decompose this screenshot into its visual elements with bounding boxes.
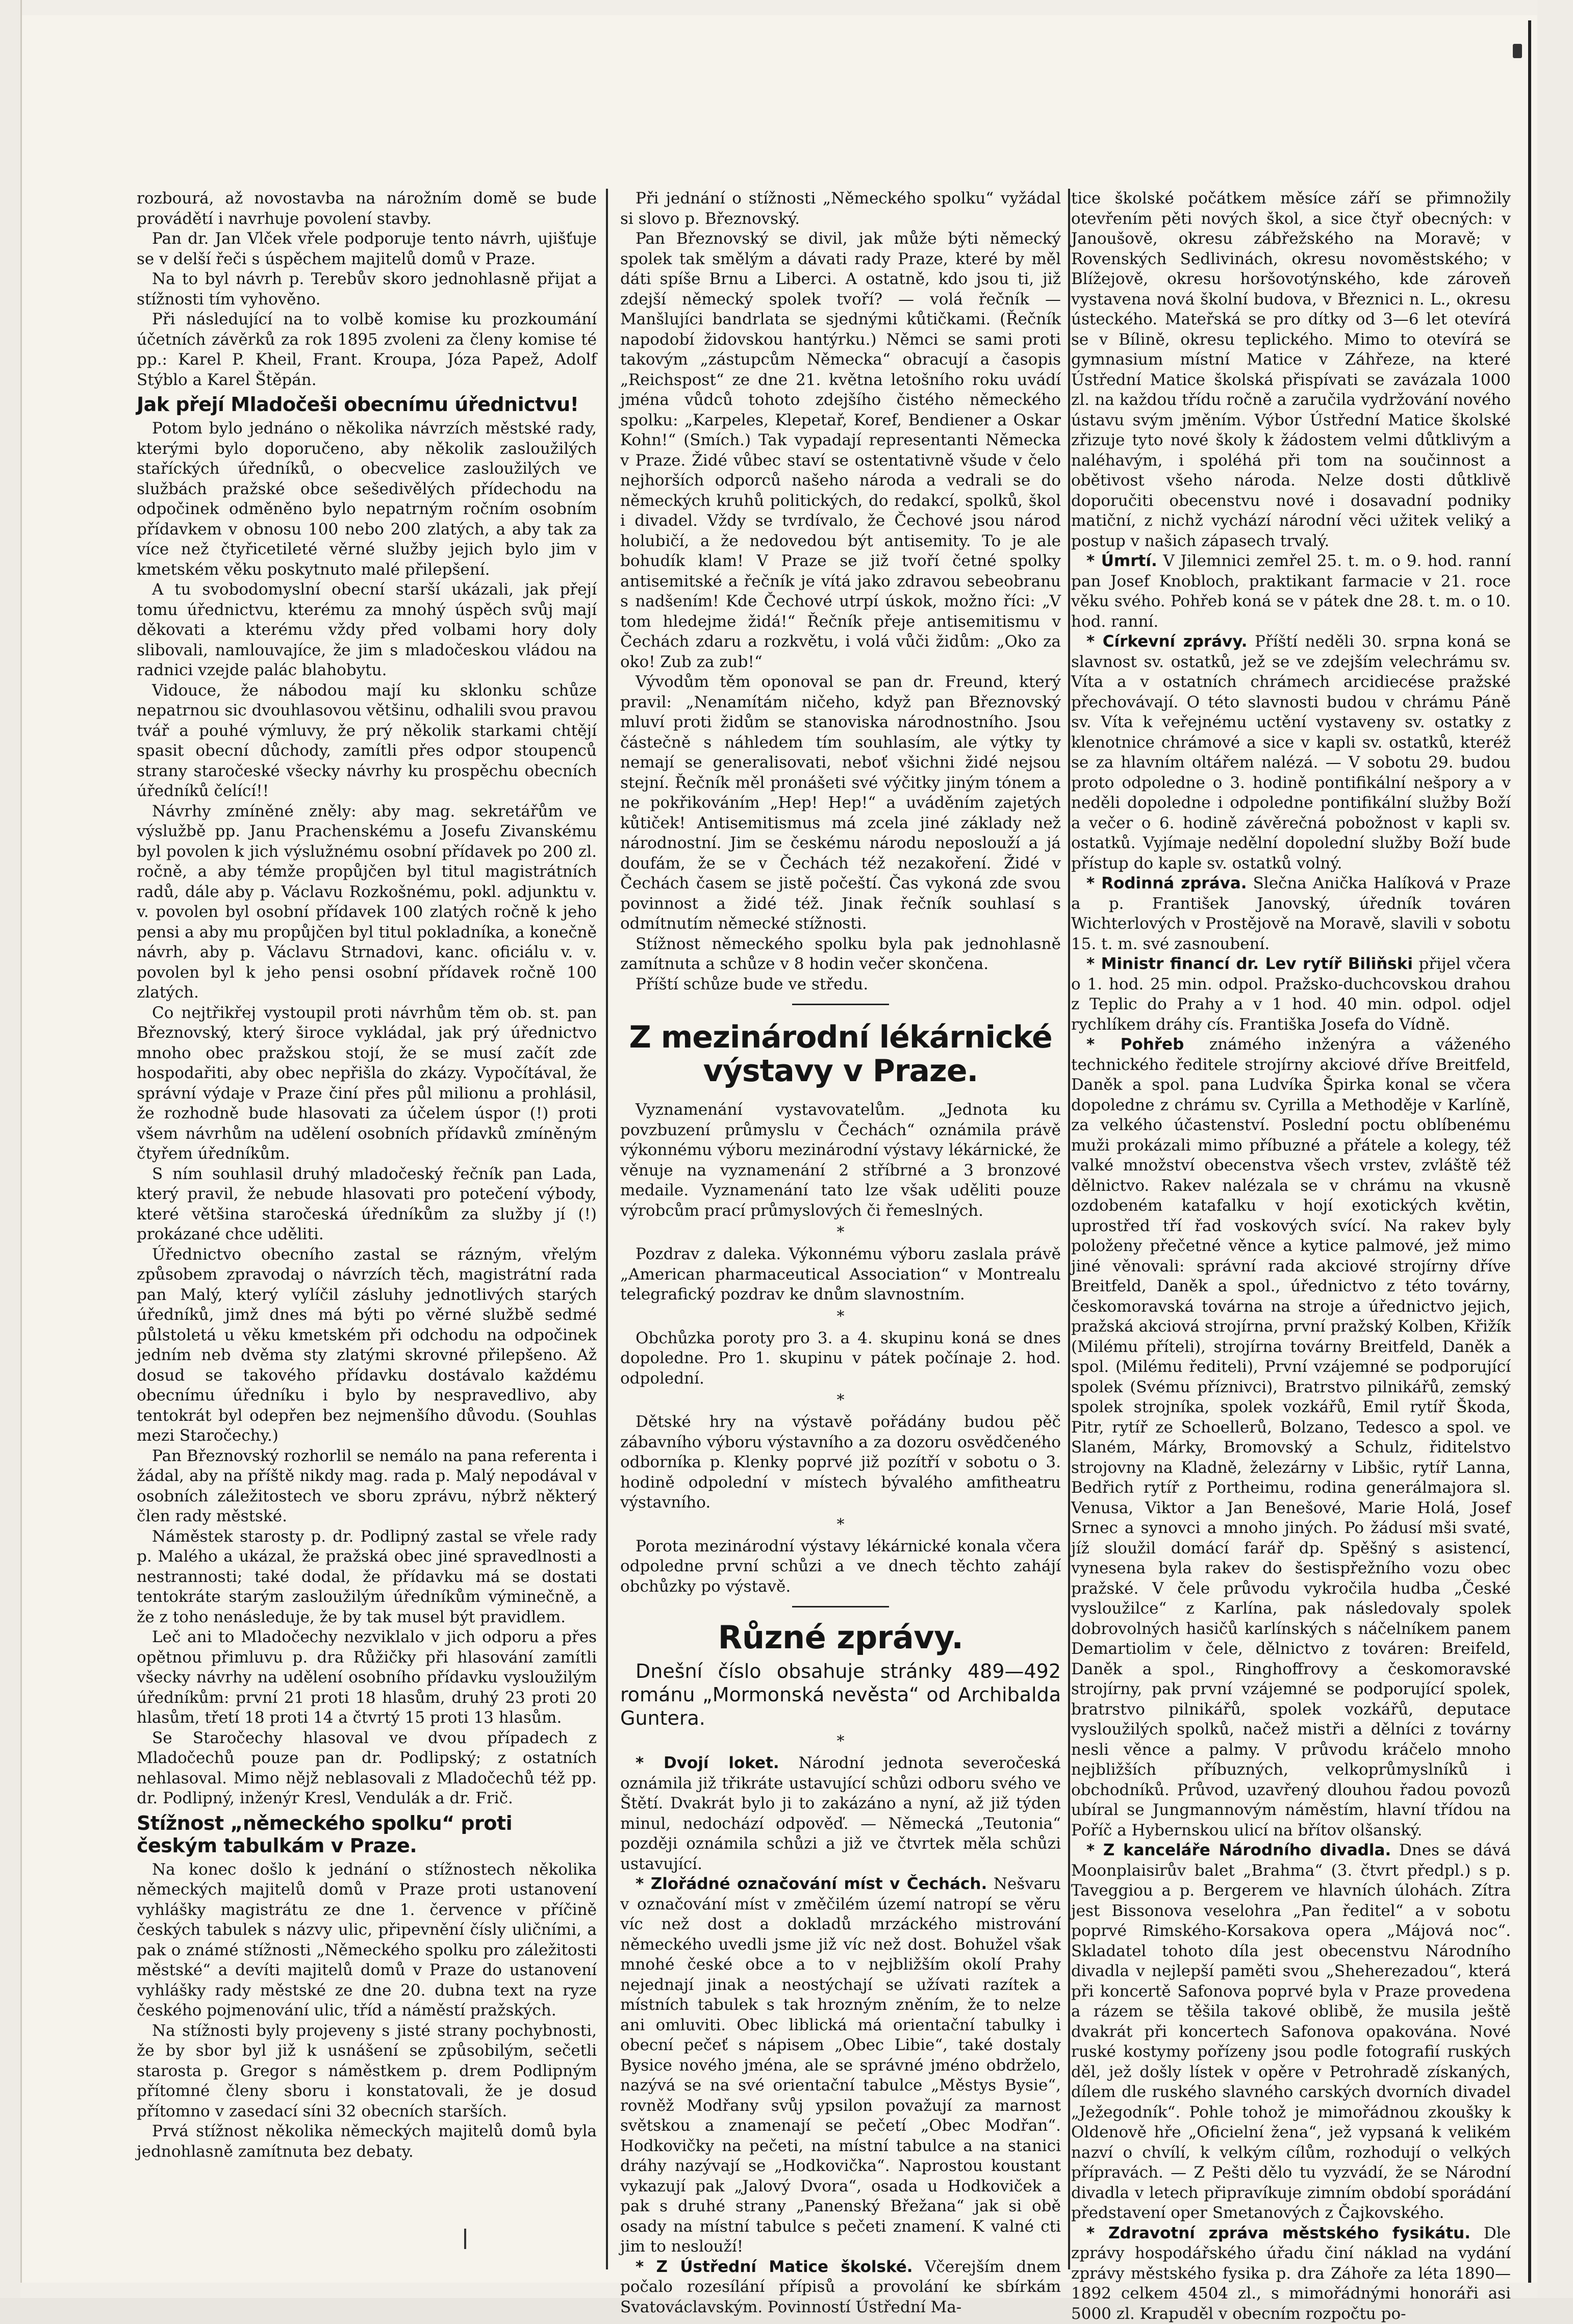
news-item — [1071, 1841, 1511, 2224]
news-item-text: známého inženýra a váženého technického ředitele strojírny akciové dříve Breitfeld, Daněk a spol. pana Ludvíka Špirka konal se včera dopoledne z chrámu sv. Cyrilla a Methoděje v Karlíně, za velkého účastenství. Poslední poctu oblíbenému muži prokázali mimo příbuzné a přátele a kolegy, též valké množství obecenstva všech vrstev, zvláště též dělnictvo. Rakev nalézala se v chrámu na vkusně ozdobeném katafalku v hojí exotických květin, uprostřed tří řad voskových svící. Na rakev byly položeny přečetné věnce a kytice palmové, jež mimo jiné věnovali: správní rada akciové strojírny dříve Breitfeld, Daněk a spol., úřednictvo z této továrny, českomoravská továrna na stroje a úřednictvo jejich, pražská akciová strojírna, první pražský Kolben, Křižík (Milému příteli), strojírna továrny Breitfeld, Daněk a spol. (Milému řediteli), První vzájemné se podporující spolek (Svému příznivci), Bratrstvo pilnikářů, zemský spolek strojníka, spolek vozkářů, Emil rytíř Škoda, Pitr, rytíř ze Schoellerů, Bolzano, Tedesco a spol. ve Slaném, Márky, Bromovský a Schulz, řiditelstvo strojovny na Kladně, železárny v Libšic, rytíř Lanna, Bedřich rytíř z Portheimu, rodina generálmajora sl. Venusa, Viktor a Jan Benešové, Marie Holá, Josef Srnec a synovci a mnoho jiných. Po žádusí mši svaté, jíž sloužil domácí farář dp. Spěšný s asistencí, vynesena byla rakev do šestispřežního vozu obec pražské. V čele průvodu vykročila hudba „České vysloužilce“ z Karlína, pak následovaly spolek dobrovolných hasičů karlínských s náčelníkem panem Demartiolim v čele, dělnictvo z továren: Breifeld, Daněk a spol., Ringhoffrovy a českomoravské strojírny, pak první vzájemné se podporující spolek, bratrstvo pilnikářů, spolek vozkářů, deputace vysloužilých spolků, načež mistři a dělníci z továrny nesli věnce a palmy. V průvodu kráčelo mnoho nejbližších příbuzných, velkoprůmyslníků i obchodníků. Průvod, uzavřený dlouhou řadou povozů ubíral se Jungmannovým náměstím, hlavní třídou na Poříč a Hybernskou ulicí na břítov olšanský. — [1071, 1035, 1511, 1840]
scan-margin-right — [1537, 0, 1573, 2298]
news-item-title: * Ministr financí dr. Lev rytíř Biliňski — [1086, 955, 1413, 973]
column-3 — [1071, 189, 1511, 2280]
news-item-text: Dle zprávy hospodářského úřadu činí náklad na vydání zprávy městského fysika p. dra Záhoře za léta 1890—1892 celkem 4504 zl., s mimořádnými honoráři asi 5000 zl. Krapuděl v obecním rozpočtu po- — [1071, 2224, 1511, 2323]
article-paragraph: S ním souhlasil druhý mladočeský řečník pan Lada, který pravil, že nebude hlasovati pro potečení výbody, které většina staročeská úředníkům za služby jí (!) prokázané chce uděliti. — [137, 1164, 597, 1245]
separator-star: * — [620, 1224, 1061, 1241]
article-paragraph: tice školské počátkem měsíce září se přimnožily otevřením pěti nových škol, a sice čtyř obecných: v Janoušově, okresu zábřežského na Moravě; v Rovenských Sedlivinách, okresu novoměstského; v Blížejově, okresu horšovotýnského, kde zároveň vystavena nová školní budova, v Březnici n. L., okresu ústeckého. Mateřská se pro dítky od 3—6 let otevírá se v Bílině, okresu teplického. Mimo to otevírá se gymnasium místní Matice v Záhřeze, na které Ústřední Matice školská přispívati se zavázala 1000 zl. na každou třídu ročně a zaručila vydržování nového ústavu svým jměním. Výbor Ústřední Matice školské zřizuje tyto nové školy k žádostem velmi důtklivým a naléhavým, i spoléhá při tom na součinnost a obětivost všeho národa. Nelze dosti důtklivě doporučiti obecenstvu nové i dosavadní podniky matiční, z nichž vychází národní věci užitek veliký a postup v našich zápasech trvalý. — [1071, 189, 1511, 551]
separator-star: * — [620, 1516, 1061, 1534]
news-item-title: * Dvojí loket. — [636, 1754, 779, 1772]
headline-lekarnicka-vystava: Z mezinárodní lékárnické výstavy v Praze. — [620, 1020, 1061, 1088]
article-paragraph: Dětské hry na výstavě pořádány budou pěč zábavního výboru výstavního a za dozoru osvědčeného odborníka p. Klenky poprvé již pozítří v sobotu o 3. hodině odpolední v místech bývalého amfitheatru výstavního. — [620, 1412, 1061, 1513]
column-1 — [137, 189, 597, 2280]
headline-stiznost: Stížnost „německého spolku“ proti českým tabulkám v Praze. — [137, 1812, 597, 1857]
news-item — [620, 1753, 1061, 1874]
article-paragraph: Potom bylo jednáno o několika návrzích městské rady, kterými bylo doporučeno, aby několik zasloužilých staříckých úředníků, o obecvelice zasloužilých ve službách pražské obce sešedivělých přídechodu na odpočinek odměněno bylo nepatrným ročním osobním přídavkem v obnosu 100 nebo 200 zlatých, a aby tak za více než čtyřicetileté věrné služby jejich bylo jim v kmetském věku poskytnuto malé přilepšení. — [137, 419, 597, 580]
article-paragraph: Pan Březnovský rozhorlil se nemálo na pana referenta i žádal, aby na příště nikdy mag. rada p. Malý nepodával v osobních záležitostech ve sboru zprávu, nýbrž některý člen rady městské. — [137, 1446, 597, 1527]
news-item-text: Slečna Anička Halíková v Praze a p. František Janovský, úředník továren Wichterlových v Prostějově na Moravě, slavili v sobotu 15. t. m. své zasnoubení. — [1071, 874, 1511, 953]
print-mark — [464, 2229, 466, 2249]
page-edge-mark — [1513, 44, 1522, 58]
article-paragraph: Vyznamenání vystavovatelům. „Jednota ku povzbuzení průmyslu v Čechách“ oznámila právě výkonnému výboru mezinárodní výstavy lékárnické, že věnuje na vyznamenání 2 stříbrné a 3 bronzové medaile. Vyznamenání tato lze však uděliti pouze výrobcům prací průmyslových či řemeslných. — [620, 1100, 1061, 1221]
column-rule-2 — [1068, 189, 1070, 2269]
page-edge-line — [1528, 20, 1531, 2285]
section-divider — [792, 1606, 889, 1607]
article-paragraph: Vidouce, že nábodou mají ku sklonku schůze nepatrnou sic dvouhlasovou většinu, odhalili svou pravou tvář a pouhé výmluvy, že prý několik starkami chtějí spasit obecní důchody, zamítli přes odpor stoupenců strany staročeské všecky návrhy ku prospěchu obecních úředníků čelící!! — [137, 681, 597, 802]
news-item-title: * Z Ústřední Matice školské. — [636, 2258, 913, 2276]
section-divider — [792, 1004, 889, 1005]
news-item — [1071, 874, 1511, 954]
news-item-text: Dnes se dává Moonplaisirův balet „Brahma“ (3. čtvrt předpl.) s p. Taveggiou a p. Bergerem ve hlavních úlohách. Zítra jest Bissonova veselohra „Pan ředitel“ a v sobotu poprvé Rimského-Korsakova opera „Májová noc“. Skladatel tohoto díla jest obecenstvu Národního divadla v nejlepší paměti svou „Sheherezadou“, která při koncertě Safonova poprvé byla v Praze provedena a rázem se těšila takové oblibě, že musila ještě dvakrát při koncertech Safonova opakována. Nové ruské kostymy pořízeny jsou podle fotografií ruských děl, jež došly lístek v opěre v Petrohradě získaných, dílem dle ruského slavného carských dvorních divadel „Ježegodník“. Pohle tohož je mimořádnou zkoušky k Oldenově hře „Oficielní žena“, jež vypsaná k velikém nazví o chvílí, k velkým cílům, rozhodují o velkých přípravách. — Z Pešti dělo tu vyzvádí, že se Národní divadla v letech připravíkuje zimním období sporádání představení oper Smetanových z Čajkovského. — [1071, 1841, 1511, 2222]
separator-star: * — [620, 1392, 1061, 1409]
news-item — [1071, 1035, 1511, 1841]
article-paragraph: Prvá stížnost několika německých majitelů domů byla jednohlasně zamítnuta bez debaty. — [137, 2122, 597, 2162]
article-paragraph: Obchůzka poroty pro 3. a 4. skupinu koná se dnes dopoledne. Pro 1. skupinu v pátek počínaje 2. hod. odpolední. — [620, 1329, 1061, 1389]
article-paragraph: Na to byl návrh p. Terebův skoro jednohlasně přijat a stížnosti tím vyhověno. — [137, 269, 597, 310]
article-paragraph: Při jednání o stížnosti „Německého spolku“ vyžádal si slovo p. Březnovský. — [620, 189, 1061, 229]
article-paragraph: Pan Březnovský se divil, jak může býti německý spolek tak smělým a dávati rady Praze, které by měl dáti spíše Brnu a Liberci. A ostatně, kdo jsou ti, již zdejší německý spolek tvoří? — volá řečník — Manšlujíci bandrlata se sjednými kůtičkami. (Řečník napodobí židovskou hantýrku.) Němci se sami proti takovým „zástupcům Německa“ obracují a časopis „Reichspost“ ze dne 21. května letošního roku uvádí jména vůdců tohoto zdejšího čistého německého spolku: „Karpeles, Klepetař, Koref, Bendiener a Oskar Kohn!“ (Smích.) Tak vypadají representanti Německa v Praze. Židé vůbec staví se ostentativně všude v čelo nejhorších odporců našeho národa a vedrali se do německých kruhů politických, do redakcí, spolků, škol i divadel. Vždy se tvrdívalo, že Čechové jsou národ holubičí, a že nedovedou být antisemity. To je ale bohudík klam! V Praze se již tvoří četné spolky antisemitské a řečník je vítá jako zdravou sebeobranu s nadšením! Kde Čechové utrpí úskok, možno říci: „V tom hledejme židá!“ Řečník přeje antisemitismu v Čechách zdaru a rozkvětu, i volá vůči židům: „Oko za oko! Zub za zub!“ — [620, 229, 1061, 672]
news-item — [620, 2257, 1061, 2318]
news-item-text: Národní jednota severočeská oznámila již třikráte ustavující schůzi odboru svého ve Štětí. Dvakrát bylo ji to zakázáno a nyní, až již týden minul, nedochází odpověď. — Německá „Teutonia“ později oznámila schůzi a již ve čtvrtek měla schůzi ustavující. — [620, 1754, 1061, 1873]
column-rule-1 — [606, 189, 608, 2269]
column-2 — [620, 189, 1061, 2280]
article-paragraph: Na konec došlo k jednání o stížnostech několika německých majitelů domů v Praze proti ustanovení vyhlášky magistrátu ze dne 1. července v příčině českých tabulek s názvy ulic, připevnění čísly uličními, a pak o známé stížnosti „Německého spolku pro záležitosti městské“ a devíti majitelů domů v Praze do ustanovení vyhlášky rady městské ze dne 20. dubna text na ryze českého pojmenování ulic, tříd a náměstí pražských. — [137, 1860, 597, 2021]
article-paragraph: Příští schůze bude ve středu. — [620, 975, 1061, 995]
news-item — [1071, 551, 1511, 632]
article-paragraph: Porota mezinárodní výstavy lékárnické konala včera odpoledne první schůzi a ve dnech těchto zahájí obchůzky po výstavě. — [620, 1537, 1061, 1597]
news-item-title: * Rodinná zpráva. — [1086, 874, 1247, 892]
news-item-text: Nešvaru v označování míst v změčilém území natropí se věru víc než dost a dokladů mrzáckého mistrování německého uvedli jsme již víc než dost. Bohužel však mnohé české obce a to v nejbližším okolí Prahy nejednají jinak a neostýchají se užívati razítek a místních tabulek s tak hrozným zněním, že to nelze ani omluviti. Obec liblická má orientační tabulky i obecní pečeť s nápisem „Obec Libie“, také dostaly Bysice nového jména, ale se správné jméno obdrželo, nazývá se na své orientační tabulce „Městys Bysie“, rovněž Modřany svůj ypsilon považují za marnost světskou a znamenají se pečetí „Obec Modřan“. Hodkovičky na pečeti, na místní tabulce a na stanici dráhy nazývají se „Hodkovička“. Naprostou koustant vykazují pak „Jalový Dvora“, osada u Hodkoviček a pak s druhé strany „Panenský Břežana“ jak si obě osady na místní tabulce s pečeti znamení. K valné cti jim to neslouží! — [620, 1875, 1061, 2256]
news-item-title: * Zlořádné označování míst v Čechách. — [636, 1875, 987, 1893]
separator-star: * — [620, 1308, 1061, 1325]
article-paragraph: Pozdrav z daleka. Výkonnému výboru zaslala právě „American pharmaceutical Association“ v Montrealu telegrafický pozdrav ke dnům slavnostním. — [620, 1244, 1061, 1305]
news-item-title: * Pohřeb — [1086, 1035, 1184, 1054]
news-item-text: Příští neděli 30. srpna koná se slavnost sv. ostatků, jež se ve zdejším velechrámu sv. Víta a v ostatních chrámech arcidiecése pražské přechovávají. O této slavnosti budou v chrámu Páně sv. Víta k veřejnému uctění vystaveny sv. ostatky z klenotnice chrámové a sice v kapli sv. ostatků, kteréž se za hlavním oltářem nalézá. — V sobotu 29. budou proto odpoledne o 3. hodině pontifikální nešpory a v neděli dopoledne i odpoledne pontifikální služby Boží a večer o 6. hodině závěrečná pobožnost v kapli sv. ostatků. Vyjímaje nedělní dopolední služby Boží bude přístup do kaple sv. ostatků volný. — [1071, 632, 1511, 873]
article-paragraph: rozbourá, až novostavba na nárožním domě se bude provádětí i navrhuje povolení stavby. — [137, 189, 597, 229]
news-item-title: * Úmrtí. — [1086, 552, 1157, 570]
news-item — [1071, 632, 1511, 874]
article-paragraph: Stížnost německého spolku byla pak jednohlasně zamítnuta a schůze v 8 hodin večer skončena. — [620, 934, 1061, 975]
news-item — [1071, 954, 1511, 1035]
news-item-text: přijel včera o 1. hod. 25 min. odpol. Pražsko-duchcovskou drahou z Teplic do Prahy a v 1 hod. 40 min. odpol. odjel rychlíkem dráhy cís. Františka Josefa do Vídně. — [1071, 955, 1511, 1034]
scan-margin-top — [20, 0, 1537, 15]
article-paragraph: Leč ani to Mladočechy nezviklalo v jich odporu a přes opětnou přimluvu p. dra Růžičky při hlasování zamítli všecky návrhy na udělení osobního přídavku vysloužilým úředníkům: první 21 proti 18 hlasům, druhý 23 proti 20 hlasům, třetí 18 proti 14 a čtvrtý 15 proti 13 hlasům. — [137, 1627, 597, 1728]
article-paragraph: A tu svobodomyslní obecní starší ukázali, jak přejí tomu úřednictvu, kterému za mnohý úspěch svůj mají děkovati a kterému vždy před volbami hory doly slibovali, namlouvajíce, že jim s mladočeskou vládou na radnici vzejde palác blahobytu. — [137, 580, 597, 681]
scan-margin-left — [0, 0, 22, 2298]
headline-mladocesi: Jak přejí Mladočeši obecnímu úřednictvu! — [137, 393, 597, 416]
article-paragraph: Se Staročechy hlasoval ve dvou případech z Mladočechů pouze pan dr. Podlipský; z ostatních nehlasoval. Mimo nějž neblasovali z Mladočechů též pp. dr. Podlipný, inženýr Kresl, Vendulák a dr. Frič. — [137, 1728, 597, 1809]
article-paragraph: Pan dr. Jan Vlček vřele podporuje tento návrh, ujišťuje se v delší řeči s úspěchem majitelů domů v Praze. — [137, 229, 597, 269]
news-item-text: Včerejším dnem počalo rozesílání přípisů a provolání ke sbírkám Svatováclavským. Povinností Ústřední Ma- — [620, 2258, 1061, 2316]
separator-star: * — [620, 1733, 1061, 1750]
article-paragraph: Náměstek starosty p. dr. Podlipný zastal se vřele rady p. Malého a ukázal, že pražská obec jiné spravedlnosti a nestrannosti; také dodal, že přídavku má se dostati tentokráte starým zasloužilým úředníkům výminečně, a že z toho nenásleduje, že by tak musel být pravidlem. — [137, 1527, 597, 1628]
article-paragraph: Úřednictvo obecního zastal se rázným, vřelým způsobem zpravodaj o návrzích těch, magistrátní rada pan Malý, který vylíčil zásluhy jednotlivých starých úředníků, jimž dnes má býti po věrné službě sedmé půlstoletá u věku kmetském při odchodu na odpočinek jedním neb dvěma sty zlatými skrovné přilepšeno. Až dosud se takového přídavku dostávalo každému obecnímu úředníku i bylo by nespravedlivo, aby tentokrát byl odepřen bez nejmenšího důvodu. (Souhlas mezi Staročechy.) — [137, 1245, 597, 1446]
news-item — [620, 1874, 1061, 2257]
article-paragraph: Na stížnosti byly projeveny s jisté strany pochybnosti, že by sbor byl již k usnášení se způsobilým, sečetli starosta p. Gregor s náměstkem p. drem Podlipným přítomné členy sboru i konstatovali, že je dosud přítomno v zasedací síni 32 obecních starších. — [137, 2021, 597, 2122]
news-item-title: * Církevní zprávy. — [1086, 632, 1248, 651]
article-paragraph: Co nejtřikřej vystoupil proti návrhům těm ob. st. pan Březnovský, který široce vykládal, jak prý úřednictvo mnoho obec pražskou stojí, že se musí začít zde hospodařiti, aby obec nepřišla do zkázy. Vypočítával, že správní výdaje v Praze činí přes půl milionu a prohlásil, že rozhodně bude hlasovati za účelem úspor (!) proti všem návrhům na udělení osobních přídavků zmíněným čtyřem úředníkům. — [137, 1003, 597, 1164]
news-item-text: V Jilemnici zemřel 25. t. m. o 9. hod. ranní pan Josef Knobloch, praktikant farmacie v 21. roce věku svého. Pohřeb koná se v pátek dne 28. t. m. o 10. hod. ranní. — [1071, 552, 1511, 631]
news-item — [1071, 2224, 1511, 2324]
article-paragraph: Při následující na to volbě komise ku prozkoumání účetních závěrků za rok 1895 zvoleni za členy komise té pp.: Karel P. Kheil, Frant. Kroupa, Józa Papež, Adolf Stýblo a Karel Štěpán. — [137, 310, 597, 390]
headline-ruzne-zpravy: Různé zprávy. — [620, 1620, 1061, 1655]
article-paragraph: Vývodům těm oponoval se pan dr. Freund, který pravil: „Nenamítám ničeho, když pan Březnovský mluví proti židům se stanoviska národnostního. Jsou částečně s náhledem tím souhlasím, ale výtky ty nemají se generalisovati, neboť všichni židé nejsou stejní. Řečník měl pronášeti své výčitky jiným tónem a ne pokřikováním „Hep! Hep!“ a uváděním zajetých kůtiček! Antisemitismus má zcela jiné základy než národnostní. Jim se českému národu neposlouží a já doufám, že se v Čechách též nezakoření. Židé v Čechách časem se jistě počeští. Čas vykoná zde svou povinnost a židé též. Jinak řečník souhlasí s odmítnutím německé stížnosti. — [620, 672, 1061, 934]
article-paragraph: Návrhy zmíněné zněly: aby mag. sekretářům ve výslužbě pp. Janu Prachenskému a Josefu Zivanskému byl povolen k jich výslužnému osobní přídavek po 200 zl. ročně, a aby témže propůjčen byl titul magistrátních radů, dále aby p. Václavu Rozkošnému, pokl. adjunktu v. v. povolen byl osobní přídavek 100 zlatých ročně k jeho pensi a aby mu propůjčen byl titul pokladníka, a konečně návrh, aby p. Václavu Strnadovi, kanc. oficiálu v. v. povolen byl k jeho pensi osobní přídavek ročně 100 zlatých. — [137, 802, 597, 1003]
news-item-title: * Zdravotní zpráva městského fysikátu. — [1086, 2224, 1470, 2242]
news-item-title: * Z kanceláře Národního divadla. — [1086, 1841, 1391, 1859]
lead-paragraph: Dnešní číslo obsahuje stránky 489—492 románu „Mormonská nevěsta“ od Archibalda Guntera. — [620, 1659, 1061, 1730]
